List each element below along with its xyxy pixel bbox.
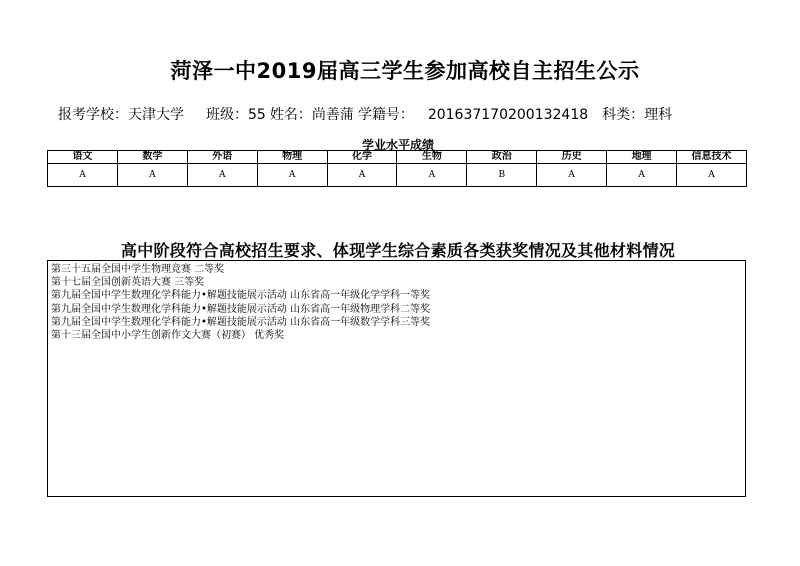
applicant-info-line <box>58 104 672 124</box>
grade-level-cell: A <box>327 164 397 187</box>
subject-header: 生物 <box>397 151 467 164</box>
awards-section-title: 高中阶段符合高校招生要求、体现学生综合素质各类获奖情况及其他材料情况 <box>120 241 676 260</box>
subject-header: 化学 <box>327 151 397 164</box>
student-id-value: 201637170200132418 <box>427 107 589 123</box>
grade-level-cell: B <box>467 164 537 187</box>
class-label: 班级： <box>206 107 248 123</box>
grade-level-cell: A <box>397 164 467 187</box>
subject-header: 政治 <box>467 151 537 164</box>
grades-level-row <box>48 164 747 187</box>
grade-level-cell: A <box>48 164 118 187</box>
school-label: 报考学校： <box>58 107 128 123</box>
grade-level-cell: A <box>117 164 187 187</box>
awards-box <box>47 260 746 497</box>
award-item: 第十七届全国创新英语大赛 三等奖 <box>51 277 205 289</box>
grade-level-cell: A <box>677 164 747 187</box>
subject-header: 语文 <box>48 151 118 164</box>
subject-header: 物理 <box>257 151 327 164</box>
subject-header: 外语 <box>187 151 257 164</box>
class-value: 55 <box>248 107 266 123</box>
award-item: 第九届全国中学生数理化学科能力•解题技能展示活动 山东省高一年级物理学科二等奖 <box>51 303 431 315</box>
name-value: 尚善蒲 <box>311 107 354 123</box>
award-item: 第九届全国中学生数理化学科能力•解题技能展示活动 山东省高一年级化学学科一等奖 <box>51 290 431 302</box>
subject-header: 历史 <box>537 151 607 164</box>
subject-header: 地理 <box>607 151 677 164</box>
subject-header: 数学 <box>117 151 187 164</box>
grade-level-cell: A <box>187 164 257 187</box>
category-label: 科类： <box>602 107 645 123</box>
category-value: 理科 <box>644 107 673 123</box>
award-item: 第九届全国中学生数理化学科能力•解题技能展示活动 山东省高一年级数学学科三等奖 <box>51 316 431 328</box>
grades-header-row <box>48 151 747 164</box>
grade-level-cell: A <box>257 164 327 187</box>
award-item: 第三十五届全国中学生物理竞赛 二等奖 <box>51 264 225 275</box>
grade-level-cell: A <box>537 164 607 187</box>
award-item: 第十三届全国中小学生创新作文大赛（初赛） 优秀奖 <box>51 330 285 342</box>
student-id-label: 学籍号： <box>357 107 414 123</box>
school-value: 天津大学 <box>128 107 184 123</box>
grades-section-title: 学业水平成绩 <box>361 138 434 152</box>
grades-table <box>47 150 747 187</box>
name-label: 姓名： <box>269 107 312 123</box>
page-title: 菏泽一中2019届高三学生参加高校自主招生公示 <box>170 59 640 83</box>
subject-header: 信息技术 <box>677 151 747 164</box>
grade-level-cell: A <box>607 164 677 187</box>
